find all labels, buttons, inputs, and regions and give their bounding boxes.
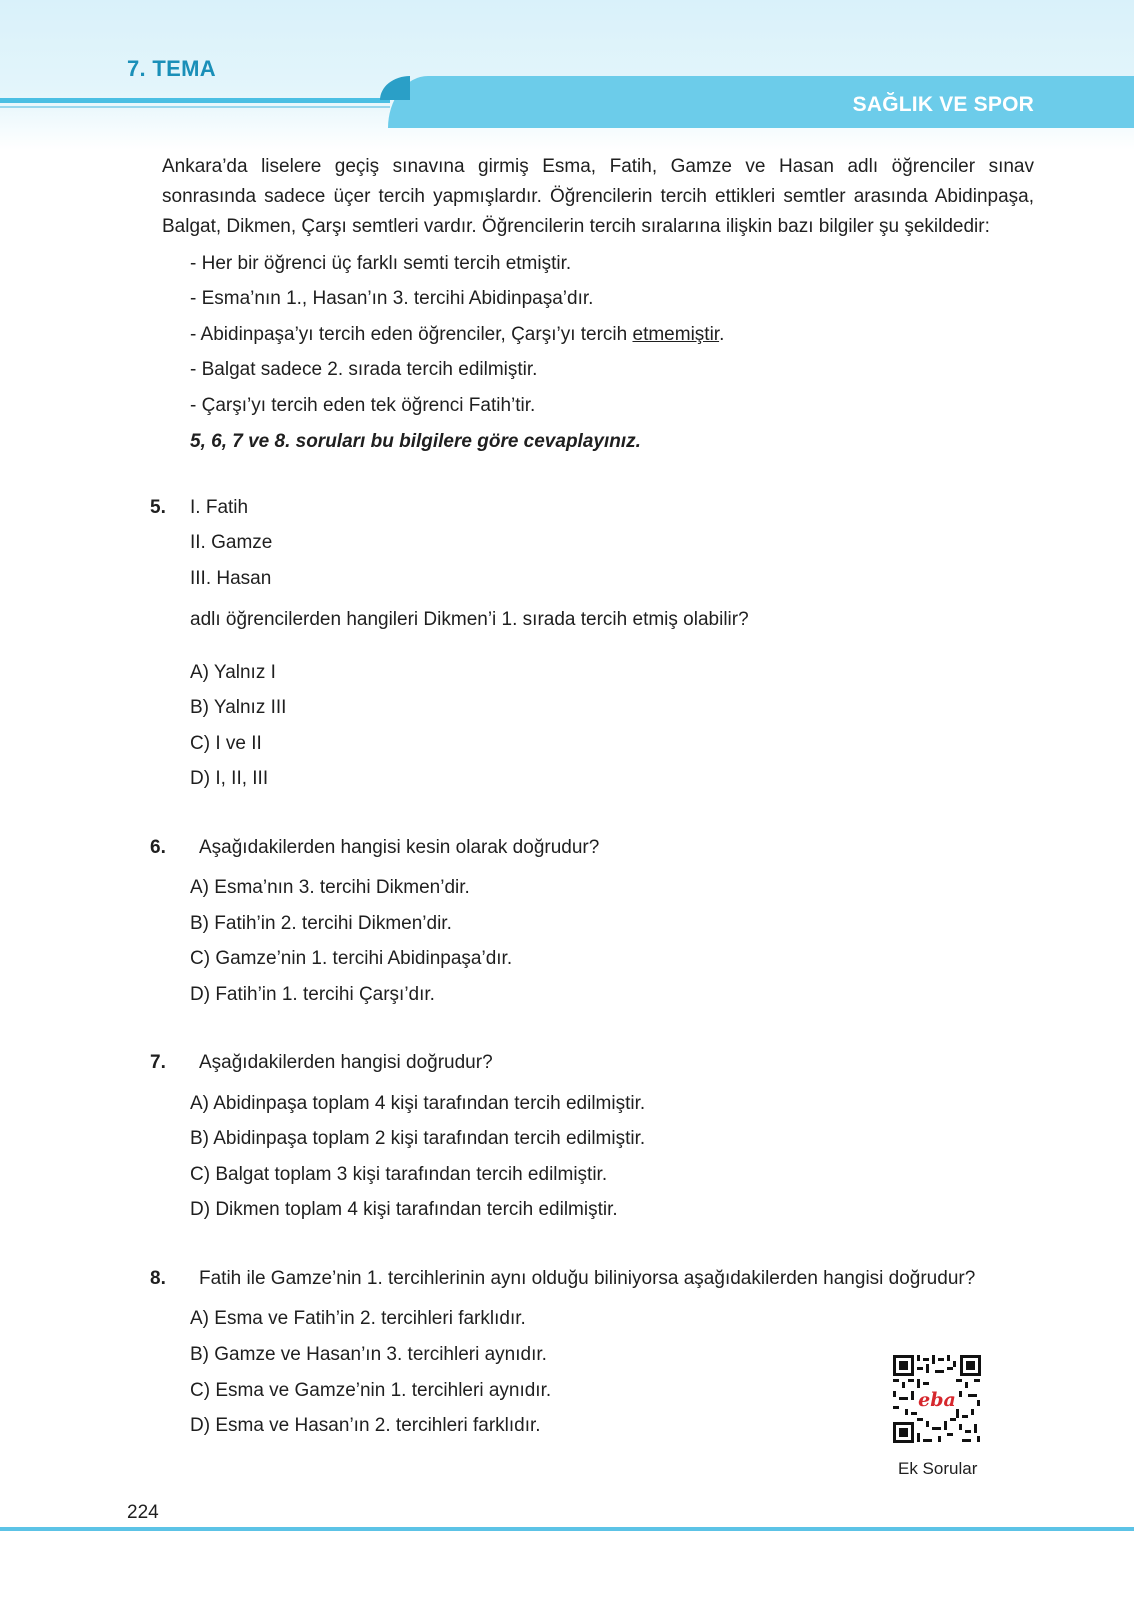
header-rule bbox=[0, 98, 390, 103]
q5-stem: adlı öğrencilerden hangileri Dikmen’i 1. sırada tercih etmiş olabilir? bbox=[190, 609, 749, 630]
fact-3-underlined: etmemiştir bbox=[632, 324, 720, 345]
fact-3-end: . bbox=[719, 324, 725, 345]
q5-item-2: II. Gamze bbox=[190, 532, 273, 553]
q6-option-c[interactable]: C) Gamze’nin 1. tercihi Abidinpaşa’dır. bbox=[190, 948, 513, 969]
q5-option-b[interactable]: B) Yalnız III bbox=[190, 697, 287, 718]
q7-option-b[interactable]: B) Abidinpaşa toplam 2 kişi tarafından tercih edilmiştir. bbox=[190, 1128, 646, 1149]
q7-option-d[interactable]: D) Dikmen toplam 4 kişi tarafından tercih edilmiştir. bbox=[190, 1199, 618, 1220]
q5-option-d[interactable]: D) I, II, III bbox=[190, 768, 269, 789]
q8-option-a[interactable]: A) Esma ve Fatih’in 2. tercihleri farklıdır. bbox=[190, 1308, 526, 1329]
q5-item-1: I. Fatih bbox=[190, 497, 249, 518]
q6-stem: Aşağıdakilerden hangisi kesin olarak doğrudur? bbox=[199, 837, 600, 858]
q7-option-a[interactable]: A) Abidinpaşa toplam 4 kişi tarafından tercih edilmiştir. bbox=[190, 1093, 646, 1114]
q8-option-c[interactable]: C) Esma ve Gamze’nin 1. tercihleri aynıdır. bbox=[190, 1380, 552, 1401]
q7-number: 7. bbox=[150, 1052, 166, 1073]
footer-rule bbox=[0, 1527, 1134, 1531]
fact-2: - Esma’nın 1., Hasan’ın 3. tercihi Abidinpaşa’dır. bbox=[190, 288, 594, 309]
fact-5: - Çarşı’yı tercih eden tek öğrenci Fatih’tir. bbox=[190, 395, 536, 416]
fact-4: - Balgat sadece 2. sırada tercih edilmiştir. bbox=[190, 359, 538, 380]
q8-number: 8. bbox=[150, 1268, 166, 1289]
q5-number: 5. bbox=[150, 497, 166, 518]
q6-option-b[interactable]: B) Fatih’in 2. tercihi Dikmen’dir. bbox=[190, 913, 452, 934]
page-number: 224 bbox=[127, 1502, 159, 1523]
eba-logo: eba bbox=[918, 1389, 956, 1411]
header-rule-thin bbox=[0, 106, 390, 108]
section-title: SAĞLIK VE SPOR bbox=[852, 93, 1034, 116]
instruction: 5, 6, 7 ve 8. soruları bu bilgilere göre cevaplayınız. bbox=[190, 431, 641, 452]
intro-paragraph: Ankara’da liselere geçiş sınavına girmiş Esma, Fatih, Gamze ve Hasan adlı öğrenciler sınav sonrasında sadece üçer tercih yapmışlardır. Öğrencilerin tercih ettikleri semtler arasında Abidinpaşa, Balgat, Dikmen, Çarşı semtleri vardır. Öğrencilerin tercih sıralarına ilişkin bazı bilgiler şu şekildedir: bbox=[162, 156, 1034, 237]
q6-number: 6. bbox=[150, 837, 166, 858]
fact-1: - Her bir öğrenci üç farklı semti tercih etmiştir. bbox=[190, 253, 572, 274]
q7-stem: Aşağıdakilerden hangisi doğrudur? bbox=[199, 1052, 493, 1073]
q5-option-c[interactable]: C) I ve II bbox=[190, 733, 262, 754]
theme-label: 7. TEMA bbox=[127, 56, 216, 81]
fact-3-text: - Abidinpaşa’yı tercih eden öğrenciler, Çarşı’yı tercih bbox=[190, 324, 633, 345]
q8-option-d[interactable]: D) Esma ve Hasan’ın 2. tercihleri farklıdır. bbox=[190, 1415, 541, 1436]
q7-option-c[interactable]: C) Balgat toplam 3 kişi tarafından tercih edilmiştir. bbox=[190, 1164, 608, 1185]
q5-option-a[interactable]: A) Yalnız I bbox=[190, 662, 276, 683]
q6-option-a[interactable]: A) Esma’nın 3. tercihi Dikmen’dir. bbox=[190, 877, 470, 898]
fact-3 bbox=[190, 323, 724, 347]
qr-caption: Ek Sorular bbox=[898, 1459, 978, 1478]
q8-stem: Fatih ile Gamze’nin 1. tercihlerinin aynı olduğu biliniyorsa aşağıdakilerden hangisi doğrudur? bbox=[199, 1268, 976, 1289]
q8-option-b[interactable]: B) Gamze ve Hasan’ın 3. tercihleri aynıdır. bbox=[190, 1344, 547, 1365]
qr-code[interactable] bbox=[893, 1355, 981, 1443]
q6-option-d[interactable]: D) Fatih’in 1. tercihi Çarşı’dır. bbox=[190, 984, 435, 1005]
q5-item-3: III. Hasan bbox=[190, 568, 272, 589]
